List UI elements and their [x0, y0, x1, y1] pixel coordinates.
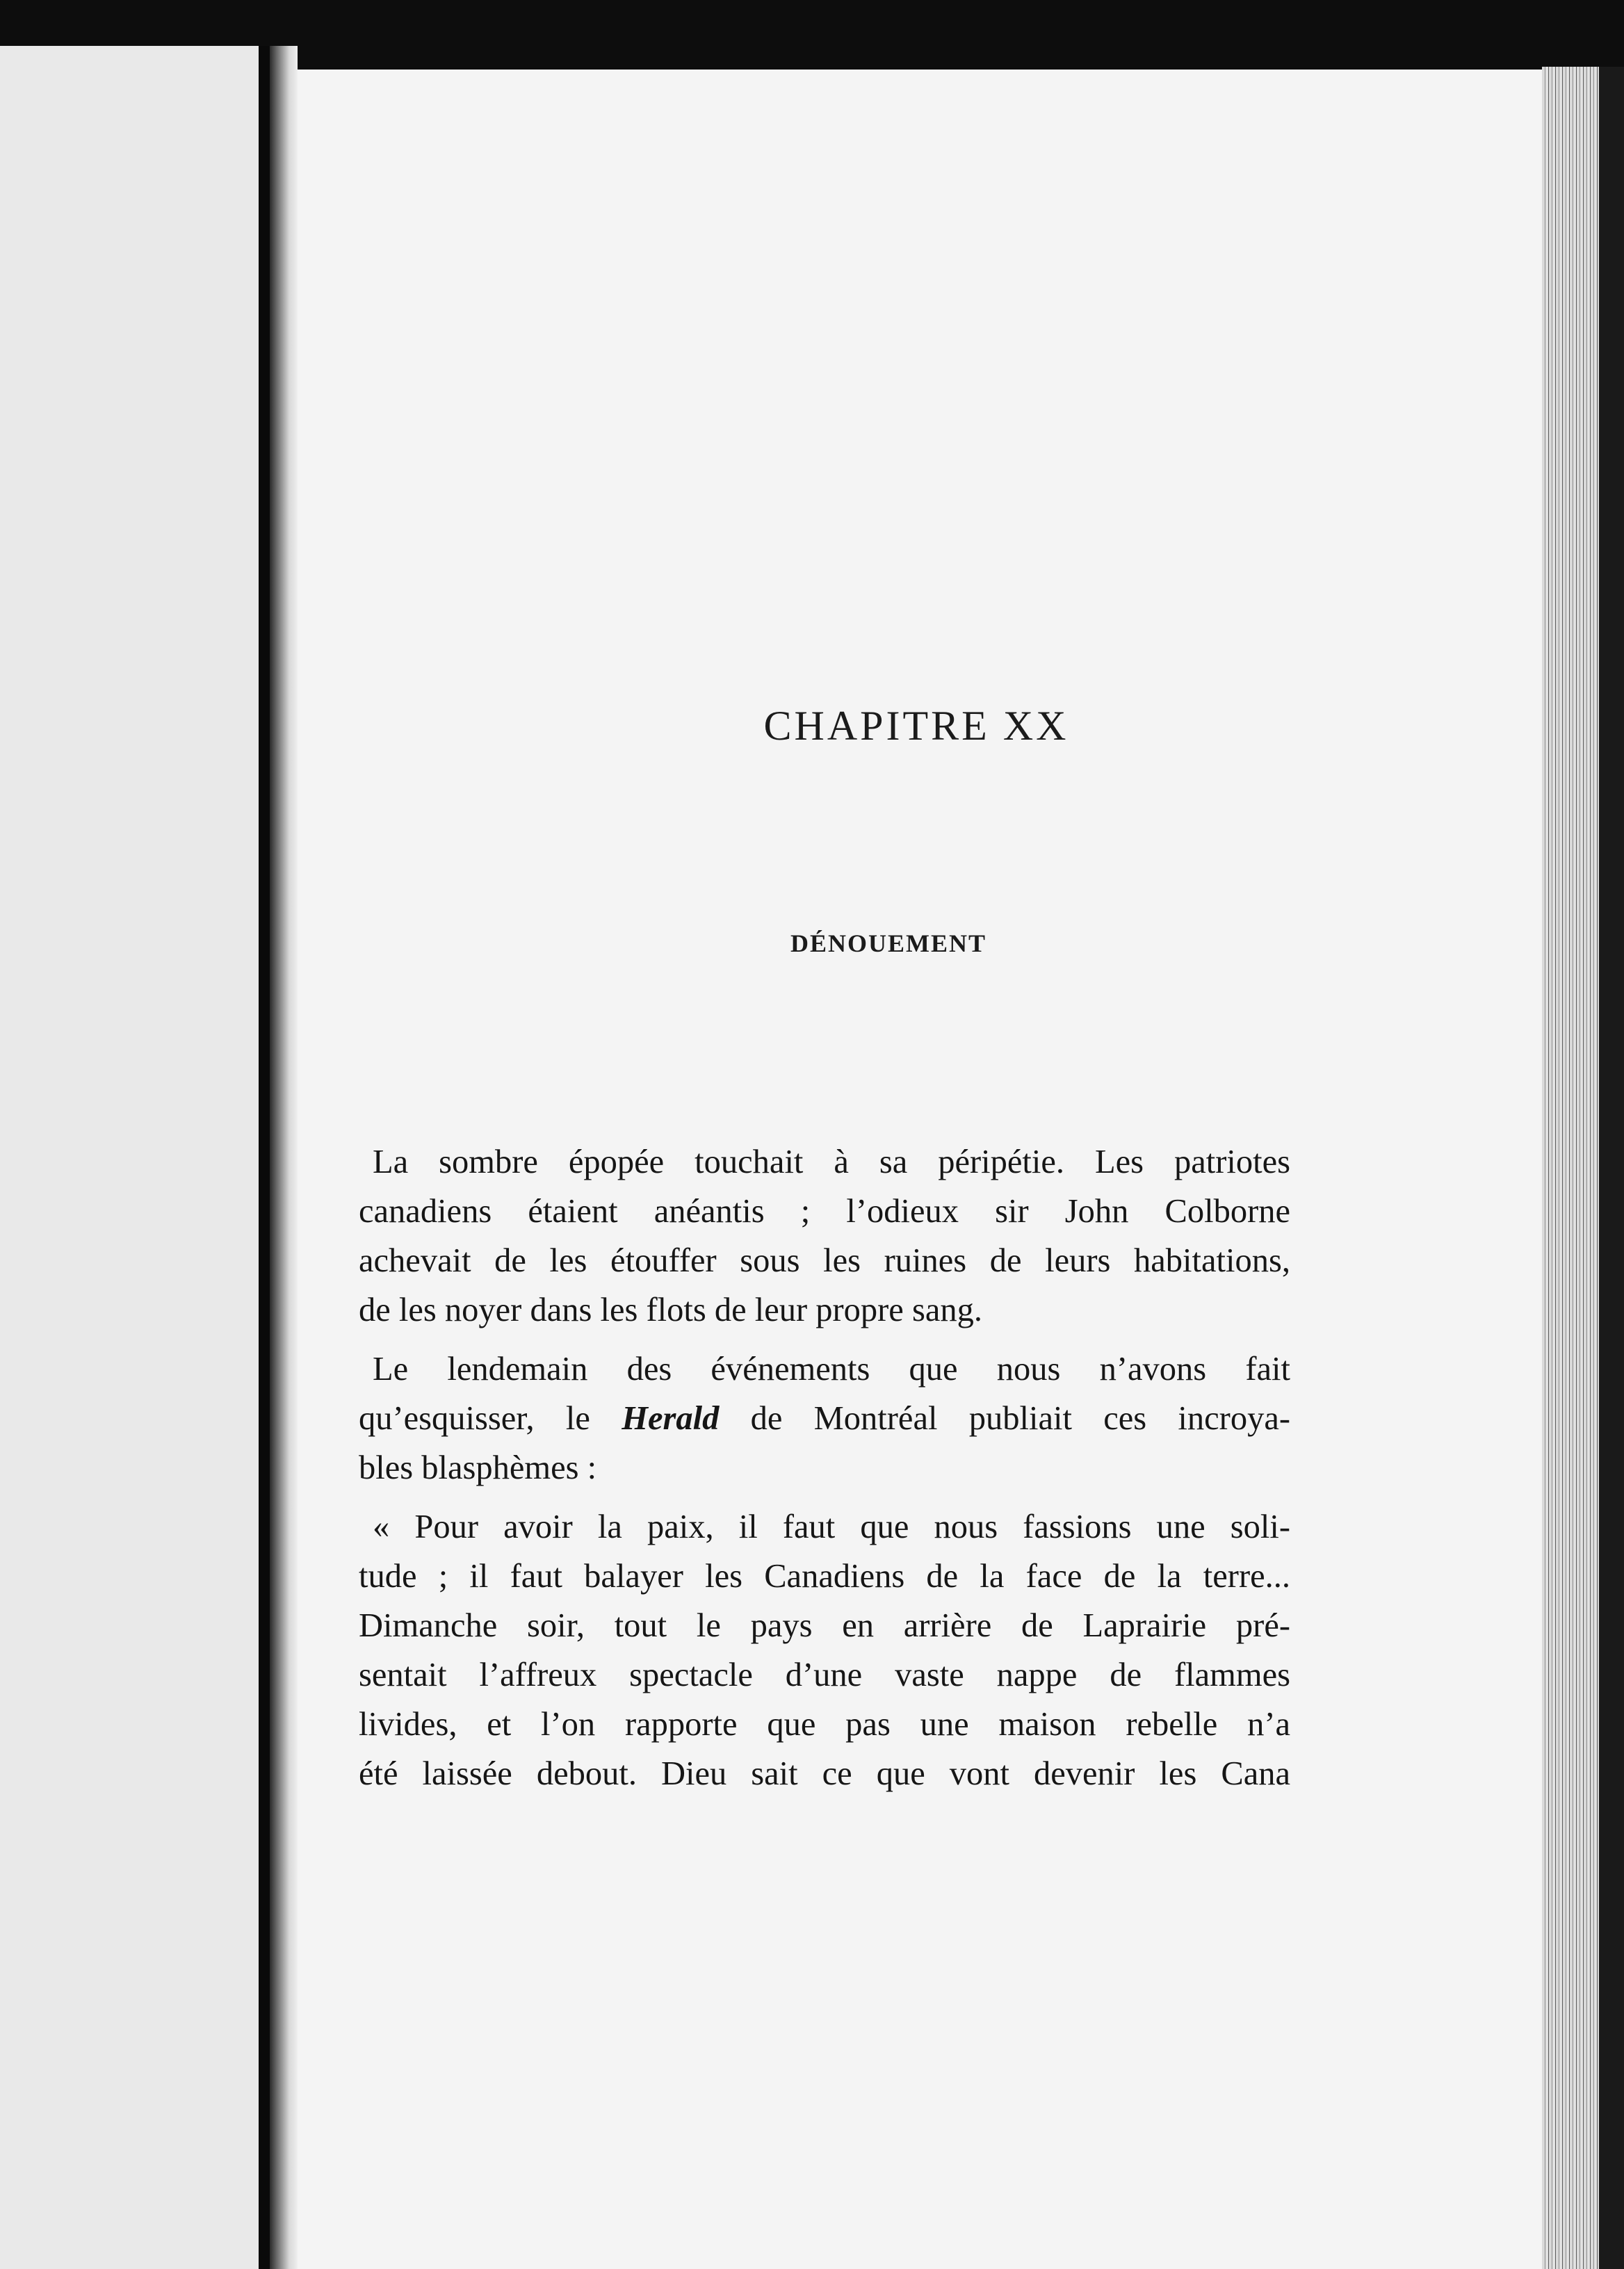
- text-line: été laissée debout. Dieu sait ce que vont devenir les Cana: [359, 1755, 1290, 1792]
- chapter-heading: CHAPITRE XX: [763, 703, 1069, 749]
- left-page: [0, 46, 259, 2269]
- text-line: de les noyer dans les flots de leur propre sang.: [359, 1292, 982, 1328]
- text-line: canadiens étaient anéantis ; l’odieux sir John Colborne: [359, 1193, 1290, 1230]
- left-page-edge: [259, 46, 270, 2269]
- text-line: livides, et l’on rapporte que pas une maison rebelle n’a: [359, 1706, 1290, 1743]
- book-gutter: [270, 46, 298, 2269]
- text-line: Dimanche soir, tout le pays en arrière de Laprairie pré-: [359, 1607, 1290, 1644]
- text-line: Le lendemain des événements que nous n’avons fait: [373, 1351, 1290, 1388]
- text-line: La sombre épopée touchait à sa péripétie. Les patriotes: [373, 1144, 1290, 1180]
- text-line: tude ; il faut balayer les Canadiens de la face de la terre...: [359, 1558, 1290, 1595]
- newspaper-name: Herald: [622, 1400, 720, 1437]
- text-line: sentait l’affreux spectacle d’une vaste nappe de flammes: [359, 1657, 1290, 1693]
- text-line: « Pour avoir la paix, il faut que nous fassions une soli-: [373, 1508, 1290, 1545]
- text-line: achevait de les étouffer sous les ruines de leurs habitations,: [359, 1242, 1290, 1279]
- section-title: DÉNOUEMENT: [790, 929, 987, 957]
- paragraph-1: [359, 1137, 1290, 1335]
- text-line: [359, 1394, 1290, 1443]
- text-segment: qu’esquisser, le: [359, 1400, 622, 1437]
- body-text: [359, 1137, 1290, 1808]
- text-segment: de Montréal publiait ces incroya-: [719, 1400, 1290, 1437]
- paragraph-3-quote: [359, 1502, 1290, 1798]
- page-stack-shadow: [1599, 67, 1624, 2269]
- paragraph-2: [359, 1344, 1290, 1493]
- text-line: bles blasphèmes :: [359, 1449, 597, 1486]
